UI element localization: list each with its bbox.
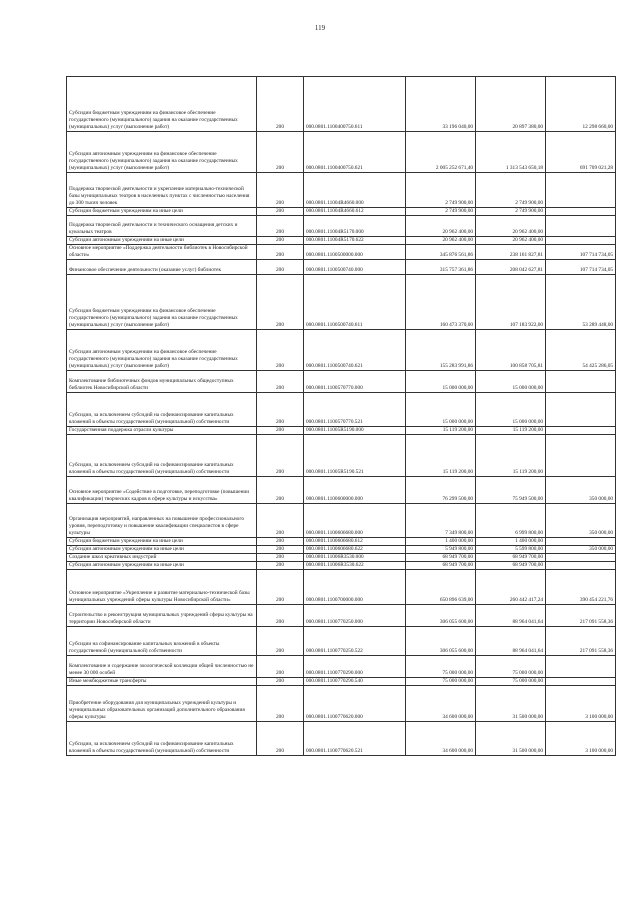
- row-classification-code: 000.0801.1100606680.612: [304, 538, 406, 546]
- table-row: [67, 605, 616, 627]
- row-value-3: 217 091 558,36: [546, 627, 616, 656]
- table-row: [67, 237, 616, 245]
- row-value-3: 3 100 000,00: [546, 722, 616, 756]
- row-classification-code: 000.0801.1100770620.000: [304, 686, 406, 722]
- table-row: [67, 656, 616, 678]
- table-row: [67, 435, 616, 477]
- row-name-text: Создание школ креативных индустрий: [69, 554, 157, 561]
- row-classification-code: 000.0801.1100770250.522: [304, 627, 406, 656]
- row-name-text: Поддержка творческой деятельности и технического оснащения детских и кукольных театров: [69, 222, 238, 236]
- row-value-2: 75 949 500,00: [476, 477, 546, 504]
- row-name-text: Иные межбюджетные трансферты: [69, 678, 147, 685]
- row-group-code: 200: [257, 371, 304, 393]
- row-value-2: 6 999 800,00: [476, 504, 546, 538]
- table-row: [67, 678, 616, 686]
- row-group-code: 200: [257, 656, 304, 678]
- table-row: [67, 477, 616, 504]
- row-group-code: 200: [257, 427, 304, 435]
- row-value-2: 15 000 000,00: [476, 393, 546, 427]
- budget-table: [66, 76, 616, 756]
- row-classification-code: 000.0801.11004R5170.622: [304, 237, 406, 245]
- row-value-3: [546, 656, 616, 678]
- row-value-2: 15 119 200,00: [476, 435, 546, 477]
- row-name-text: Субсидии автономным учреждениям на иные цели: [69, 237, 184, 244]
- table-row: [67, 504, 616, 538]
- row-value-3: [546, 562, 616, 570]
- row-value-2: 75 000 000,00: [476, 656, 546, 678]
- row-value-1: 15 119 200,00: [406, 427, 476, 435]
- row-classification-code: 000.0801.11004R4660.000: [304, 173, 406, 208]
- table-row: [67, 686, 616, 722]
- row-name: [67, 627, 257, 656]
- row-name-text: Субсидии автономным учреждениям на иные цели: [69, 562, 184, 569]
- row-group-code: 200: [257, 546, 304, 554]
- row-value-3: [546, 208, 616, 216]
- row-value-1: 68 949 700,00: [406, 554, 476, 562]
- row-classification-code: 000.0801.1100770620.521: [304, 722, 406, 756]
- row-group-code: 200: [257, 504, 304, 538]
- row-name: [67, 435, 257, 477]
- row-classification-code: 000.0801.1100770250.000: [304, 605, 406, 627]
- table-row: [67, 562, 616, 570]
- row-value-1: 345 876 561,86: [406, 245, 476, 260]
- row-value-1: 34 600 000,00: [406, 686, 476, 722]
- row-group-code: 200: [257, 77, 304, 132]
- row-group-code: 200: [257, 132, 304, 173]
- row-value-2: 20 962 400,00: [476, 237, 546, 245]
- row-classification-code: 000.0801.1100606680.622: [304, 546, 406, 554]
- row-group-code: 200: [257, 678, 304, 686]
- row-name: [67, 477, 257, 504]
- row-classification-code: 000.0801.1100500740.621: [304, 330, 406, 371]
- row-value-3: 390 454 221,76: [546, 570, 616, 605]
- row-value-1: 33 196 040,00: [406, 77, 476, 132]
- row-name: [67, 260, 257, 275]
- row-name: [67, 132, 257, 173]
- row-group-code: 200: [257, 722, 304, 756]
- row-value-2: 68 949 700,00: [476, 562, 546, 570]
- row-value-2: 208 042 627,81: [476, 260, 546, 275]
- row-name-text: Субсидии бюджетным учреждениям на финансовое обеспечение государственного (муниципального) задания на оказание государственных (муниципальных) услуг (выполнение работ): [69, 110, 238, 131]
- row-name: [67, 678, 257, 686]
- row-value-2: 2 749 900,00: [476, 173, 546, 208]
- row-name: [67, 77, 257, 132]
- table-row: [67, 245, 616, 260]
- row-value-2: 31 500 000,00: [476, 686, 546, 722]
- table-row: [67, 554, 616, 562]
- row-value-2: 20 962 400,00: [476, 216, 546, 237]
- row-group-code: 200: [257, 538, 304, 546]
- row-classification-code: 000.0801.1100400750.621: [304, 132, 406, 173]
- row-name-text: Субсидии на софинансирование капитальных вложений в объекты государственной (муниципальной) собственности: [69, 641, 220, 655]
- row-name-text: Субсидии бюджетным учреждениям на иные цели: [69, 538, 183, 545]
- row-name-text: Субсидии автономным учреждениям на финансовое обеспечение государственного (муниципального) задания на оказание государственных (муниципальных) услуг (выполнение работ): [69, 349, 238, 370]
- row-group-code: 200: [257, 562, 304, 570]
- row-name: [67, 330, 257, 371]
- row-name-text: Субсидии, за исключением субсидий на софинансирование капитальных вложений в объекты государственной (муниципальной) собственности: [69, 462, 234, 476]
- row-classification-code: 000.0801.11005R5190.521: [304, 435, 406, 477]
- row-value-2: 107 183 922,00: [476, 275, 546, 330]
- row-name-text: Строительство и реконструкция муниципальных учреждений сферы культуры на территории Новосибирской области: [69, 612, 253, 626]
- row-classification-code: 000.0801.1100570770.521: [304, 393, 406, 427]
- row-group-code: 200: [257, 275, 304, 330]
- row-classification-code: 000.0801.11006R3530.622: [304, 562, 406, 570]
- row-name: [67, 562, 257, 570]
- row-name: [67, 504, 257, 538]
- page-number: 119: [314, 24, 326, 32]
- row-name: [67, 722, 257, 756]
- row-value-3: 53 289 448,00: [546, 275, 616, 330]
- row-group-code: 200: [257, 686, 304, 722]
- row-group-code: 200: [257, 554, 304, 562]
- table-row: [67, 132, 616, 173]
- row-value-2: 15 000 000,00: [476, 371, 546, 393]
- row-name: [67, 686, 257, 722]
- row-group-code: 200: [257, 393, 304, 427]
- table-row: [67, 546, 616, 554]
- row-value-3: 12 298 660,00: [546, 77, 616, 132]
- row-name: [67, 237, 257, 245]
- row-value-3: [546, 427, 616, 435]
- row-name-text: Субсидии бюджетным учреждениям на финансовое обеспечение государственного (муниципального) задания на оказание государственных (муниципальных) услуг (выполнение работ): [69, 308, 238, 329]
- row-value-1: 75 000 000,00: [406, 656, 476, 678]
- row-value-3: [546, 678, 616, 686]
- row-name-text: Приобретение оборудования для муниципальных учреждений культуры и муниципальных образовательных организаций дополнительного образования сферы культуры: [69, 700, 245, 721]
- row-value-3: 350 000,00: [546, 477, 616, 504]
- row-value-1: 2 749 900,00: [406, 173, 476, 208]
- row-group-code: 200: [257, 260, 304, 275]
- table-row: [67, 173, 616, 208]
- row-value-1: 155 283 991,86: [406, 330, 476, 371]
- table-row: [67, 722, 616, 756]
- row-group-code: 200: [257, 477, 304, 504]
- row-value-3: 350 000,00: [546, 504, 616, 538]
- row-group-code: 200: [257, 435, 304, 477]
- row-value-2: 1 313 543 650,18: [476, 132, 546, 173]
- row-value-3: 350 000,00: [546, 546, 616, 554]
- row-name: [67, 208, 257, 216]
- row-classification-code: 000.0801.1100700000.000: [304, 570, 406, 605]
- row-name: [67, 605, 257, 627]
- row-classification-code: 000.0801.1100770290.540: [304, 678, 406, 686]
- table-row: [67, 208, 616, 216]
- row-value-1: 34 600 000,00: [406, 722, 476, 756]
- row-name: [67, 427, 257, 435]
- row-classification-code: 000.0801.1100500000.000: [304, 245, 406, 260]
- row-value-1: 20 962 400,00: [406, 237, 476, 245]
- row-name-text: Финансовое обеспечение деятельности (оказание услуг) библиотек: [69, 267, 222, 274]
- row-value-3: 107 714 734,05: [546, 260, 616, 275]
- row-value-2: 31 500 000,00: [476, 722, 546, 756]
- row-value-3: 107 714 734,05: [546, 245, 616, 260]
- row-classification-code: 000.0801.1100770290.000: [304, 656, 406, 678]
- row-name-text: Поддержка творческой деятельности и укрепление материально-технической базы муниципальных театров в населенных пунктах с численностью населения до 300 тысяч человек: [69, 186, 250, 207]
- row-value-2: 88 964 041,64: [476, 627, 546, 656]
- table-row: [67, 538, 616, 546]
- table-row: [67, 77, 616, 132]
- row-name-text: Субсидии автономным учреждениям на иные цели: [69, 546, 184, 553]
- row-group-code: 200: [257, 173, 304, 208]
- row-value-1: 650 896 639,00: [406, 570, 476, 605]
- row-classification-code: 000.0801.11006R3530.000: [304, 554, 406, 562]
- table-row: [67, 627, 616, 656]
- row-name-text: Субсидии автономным учреждениям на финансовое обеспечение государственного (муниципального) задания на оказание государственных (муниципальных) услуг (выполнение работ): [69, 151, 238, 172]
- row-value-3: [546, 173, 616, 208]
- row-group-code: 200: [257, 216, 304, 237]
- table-row: [67, 260, 616, 275]
- row-name: [67, 245, 257, 260]
- row-value-1: 1 400 000,00: [406, 538, 476, 546]
- row-name-text: Субсидии бюджетным учреждениям на иные цели: [69, 208, 183, 215]
- row-group-code: 200: [257, 245, 304, 260]
- table-row: [67, 330, 616, 371]
- row-value-3: 217 091 558,36: [546, 605, 616, 627]
- row-value-2: 68 949 700,00: [476, 554, 546, 562]
- row-name-text: Основное мероприятие «Укрепление и развитие материально-технической базы муниципальных учреждений сферы культуры Новосибирской области»: [69, 590, 250, 604]
- row-value-3: [546, 237, 616, 245]
- table-row: [67, 427, 616, 435]
- row-value-2: 5 599 800,00: [476, 546, 546, 554]
- row-value-1: 306 055 600,00: [406, 627, 476, 656]
- row-value-2: 2 749 900,00: [476, 208, 546, 216]
- row-value-1: 15 000 000,00: [406, 371, 476, 393]
- row-value-2: 15 119 200,00: [476, 427, 546, 435]
- row-name: [67, 173, 257, 208]
- row-classification-code: 000.0801.1100500740.611: [304, 275, 406, 330]
- table-row: [67, 275, 616, 330]
- row-value-1: 15 000 000,00: [406, 393, 476, 427]
- row-value-1: 75 000 000,00: [406, 678, 476, 686]
- row-value-3: [546, 554, 616, 562]
- row-name: [67, 371, 257, 393]
- row-value-2: 88 964 041,64: [476, 605, 546, 627]
- row-value-1: 2 005 252 671,40: [406, 132, 476, 173]
- row-value-3: 3 100 000,00: [546, 686, 616, 722]
- row-classification-code: 000.0801.1100500740.000: [304, 260, 406, 275]
- row-value-1: 315 757 361,86: [406, 260, 476, 275]
- row-name-text: Организация мероприятий, направленных на повышение профессионального уровня, переподготовку и повышение квалификации специалистов в сфере культуры: [69, 516, 245, 537]
- row-value-2: 1 400 000,00: [476, 538, 546, 546]
- row-group-code: 200: [257, 237, 304, 245]
- row-name-text: Комплектование библиотечных фондов муниципальных общедоступных библиотек Новосибирской области: [69, 378, 234, 392]
- row-value-3: [546, 538, 616, 546]
- row-classification-code: 000.0801.1100400750.611: [304, 77, 406, 132]
- table-body: [67, 77, 616, 756]
- row-group-code: 200: [257, 208, 304, 216]
- row-value-1: 306 055 600,00: [406, 605, 476, 627]
- row-name: [67, 538, 257, 546]
- row-name-text: Субсидии, за исключением субсидий на софинансирование капитальных вложений в объекты государственной (муниципальной) собственности: [69, 412, 234, 426]
- row-group-code: 200: [257, 605, 304, 627]
- row-name: [67, 275, 257, 330]
- row-group-code: 200: [257, 627, 304, 656]
- row-name: [67, 554, 257, 562]
- row-value-2: 20 897 380,00: [476, 77, 546, 132]
- row-name-text: Субсидии, за исключением субсидий на софинансирование капитальных вложений в объекты государственной (муниципальной) собственности: [69, 741, 234, 755]
- row-name: [67, 570, 257, 605]
- row-name: [67, 216, 257, 237]
- row-value-3: [546, 216, 616, 237]
- table-row: [67, 216, 616, 237]
- row-value-1: 160 473 370,00: [406, 275, 476, 330]
- row-value-3: 691 709 021,28: [546, 132, 616, 173]
- table-row: [67, 393, 616, 427]
- row-classification-code: 000.0801.11005R5190.000: [304, 427, 406, 435]
- row-value-3: [546, 371, 616, 393]
- row-name-text: Основное мероприятие «Поддержка деятельности библиотек в Новосибирской области»: [69, 245, 248, 259]
- row-value-2: 100 858 705,81: [476, 330, 546, 371]
- row-classification-code: 000.0801.1100600000.000: [304, 477, 406, 504]
- row-value-1: 68 949 700,00: [406, 562, 476, 570]
- row-value-1: 2 749 900,00: [406, 208, 476, 216]
- row-name-text: Основное мероприятие «Содействие в подготовке, переподготовке (повышении квалификации) творческих кадров в сфере культуры и искусства»: [69, 489, 250, 503]
- row-name: [67, 546, 257, 554]
- row-classification-code: 000.0801.1100606680.000: [304, 504, 406, 538]
- row-value-2: 75 000 000,00: [476, 678, 546, 686]
- row-value-2: 260 442 417,24: [476, 570, 546, 605]
- table-row: [67, 371, 616, 393]
- row-value-2: 238 161 827,81: [476, 245, 546, 260]
- table-row: [67, 570, 616, 605]
- row-classification-code: 000.0801.11004R4660.612: [304, 208, 406, 216]
- row-classification-code: 000.0801.11004R5170.000: [304, 216, 406, 237]
- row-value-3: 54 425 286,05: [546, 330, 616, 371]
- row-name-text: Комплектование и содержание зоологической коллекции общей численностью не менее 30 000 особей: [69, 663, 254, 677]
- row-name: [67, 393, 257, 427]
- row-classification-code: 000.0801.1100570770.000: [304, 371, 406, 393]
- row-value-3: [546, 393, 616, 427]
- row-value-3: [546, 435, 616, 477]
- row-value-1: 76 299 500,00: [406, 477, 476, 504]
- row-group-code: 200: [257, 570, 304, 605]
- row-group-code: 200: [257, 330, 304, 371]
- row-name-text: Государственная поддержка отрасли культуры: [69, 427, 174, 434]
- row-name: [67, 656, 257, 678]
- row-value-1: 7 349 800,00: [406, 504, 476, 538]
- row-value-1: 15 119 200,00: [406, 435, 476, 477]
- row-value-1: 20 962 400,00: [406, 216, 476, 237]
- row-value-1: 5 949 800,00: [406, 546, 476, 554]
